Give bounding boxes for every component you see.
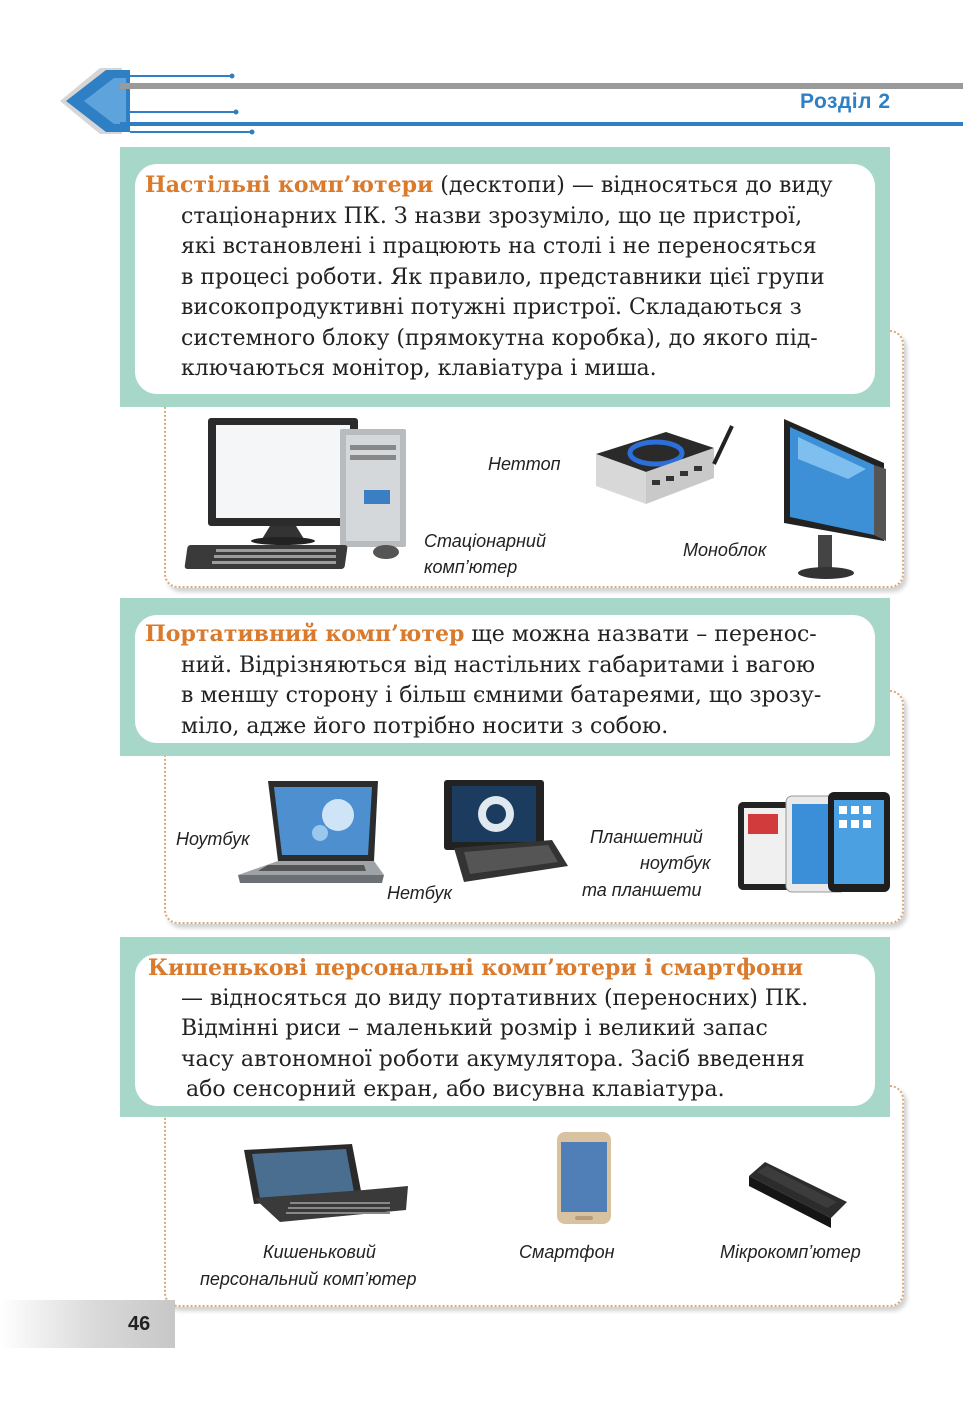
page-number: 46 [128,1313,151,1335]
caption-microcomputer: Мікрокомп’ютер [720,1242,861,1262]
caption-notebook: Ноутбук [176,829,250,849]
laptop-line: міло, адже його потрібно носити з собою. [181,713,669,739]
netbook-image [440,778,570,888]
desktop-line: стаціонарних ПК. З назви зрозуміло, що це пристрої, [181,203,803,229]
tablets-image [736,790,894,900]
laptop-line: в меншу сторону і більш ємними батареями, що зрозу- [181,683,822,708]
laptop-paragraph [145,619,869,742]
pocket-line: Відмінні риси – маленький розмір і великий запас [181,1016,768,1041]
microcomputer-image [745,1158,850,1233]
pocket-line: — відносяться до виду портативних (переносних) ПК. [181,985,809,1011]
desktop-line: які встановлені і працюють на столі і не переносяться [181,234,817,259]
caption-tablet-line3: та планшети [582,880,702,900]
caption-monoblock: Моноблок [683,540,767,560]
caption-pda-line2: персональний комп’ютер [200,1269,417,1289]
desktop-line: в процесі роботи. Як правило, представники цієї групи [181,264,825,290]
desktop-term: Настільні комп’ютери [145,172,434,198]
stationary-computer-image [200,415,420,585]
pocket-term: Кишенькові персональні комп’ютери і смартфони [148,955,804,981]
caption-stationary-line2: комп’ютер [424,557,518,577]
desktop-line: (десктопи) — відносяться до виду [433,173,833,198]
pocket-line: часу автономної роботи акумулятора. Засіб введення [181,1046,805,1072]
pocket-paragraph [148,953,872,1106]
pda-image [240,1140,410,1230]
laptop-line: ще можна назвати – перенос- [464,622,817,647]
caption-nettop: Неттоп [488,454,561,474]
monoblock-image [778,415,888,585]
caption-pda-line1: Кишеньковий [263,1242,376,1262]
caption-tablet-line1: Планшетний [590,827,703,847]
desktop-line: системного блоку (прямокутна коробка), до якого під- [181,325,818,351]
laptop-term: Портативний комп’ютер [145,621,465,647]
caption-stationary-line1: Стаціонарний [424,531,546,551]
section-label: Розділ 2 [800,90,891,113]
nettop-image [592,420,742,520]
caption-netbook: Нетбук [387,883,453,903]
desktop-line: високопродуктивні потужні пристрої. Складаються з [181,295,802,320]
header-decoration [0,0,963,150]
desktop-paragraph [145,170,869,385]
desktop-line: ключаються монітор, клавіатура і миша. [181,356,657,381]
notebook-image [228,775,388,895]
smartphone-image [555,1130,615,1226]
caption-smartphone: Смартфон [519,1242,615,1262]
caption-tablet-line2: ноутбук [640,853,711,873]
laptop-line: ний. Відрізняються від настільних габаритами і вагою [181,652,816,678]
pocket-line: або сенсорний екран, або висувна клавіатура. [186,1077,725,1102]
